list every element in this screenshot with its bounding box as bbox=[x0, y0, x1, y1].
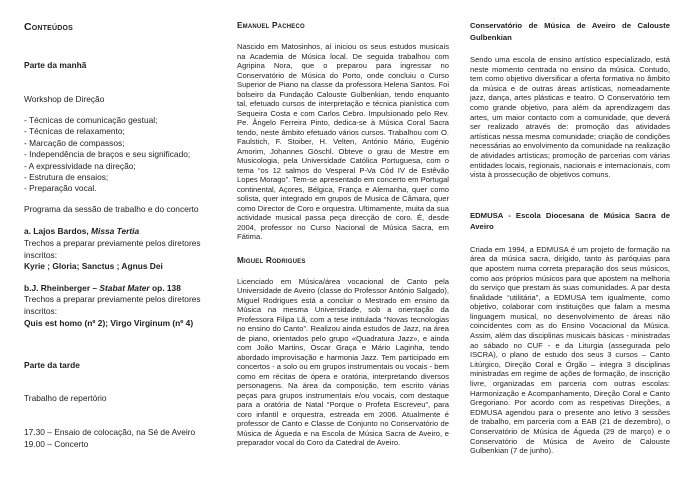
program-piece-b bbox=[24, 283, 216, 329]
afternoon-part-heading: Parte da tarde bbox=[24, 360, 80, 371]
bio-text-miguel-rodrigues: Licenciado em Música/área vocacional de Canto pela Universidade de Aveiro (classe do Professor António Salgado), Miguel Rodrigues está a concluir o Mestrado em ensino da Música na mesma Universidade, sob a orientação da Professora Filipa Lã, com a tese intitulada “Novas tecnologias no ensino do Canto”. Realizou ainda estudos de Jazz, na área de piano, orientados pelo grupo «Quadratura Jazz», e ainda com João Martins, Óscar Graça e Mário Laginha, tendo abordado improvisação e harmonia Jazz. Tem participado em concertos - a solo ou em grupos instrumentais ou vocais - bem como em récitas de ópera e oratória, interpretando diversos personagens. Na área da composição, tem escrito várias peças para grupos instrumentais e/ou vocais, com destaque para a oratória de Natal “Porque o Profeta Escreveu”, para coro infantil e orquestra, estreada em 2006. Atualmente é professor de Canto e Classe de Conjunto no Conservatório de Música de Águeda e na Escola de Música Sacra de Aveiro, e preparador vocal do Coro da Catedral de Aveiro. bbox=[237, 276, 449, 447]
workshop-topic: - Técnicas de comunicação gestual; bbox=[24, 115, 158, 125]
contents-title: Conteúdos bbox=[24, 21, 74, 33]
piece-a-work: Missa Tertia bbox=[91, 226, 140, 237]
piece-a-composer: a. Lajos Bardos, bbox=[24, 226, 92, 237]
piece-b-movements: Quis est homo (nº 2); Virgo Virginum (nº 4) bbox=[24, 317, 194, 328]
biographies-column bbox=[237, 0, 449, 448]
piece-a-title bbox=[24, 226, 216, 238]
program-piece-a bbox=[24, 226, 216, 272]
program-heading: Programa da sessão de trabalho e do concerto bbox=[24, 203, 199, 214]
workshop-topic: - Estrutura de ensaios; bbox=[24, 172, 109, 183]
piece-b-work: Stabat Mater bbox=[99, 282, 150, 293]
workshop-topic: - Preparação vocal. bbox=[24, 183, 97, 194]
schedule-list bbox=[24, 426, 216, 450]
bio-name-miguel-rodrigues: Miguel Rodrigues bbox=[237, 255, 306, 265]
workshop-topic: - A expressividade na direção; bbox=[24, 160, 136, 171]
section-text-edmusa: Criada em 1994, a EDMUSA é um projeto de formação na área da música sacra, dirigido, tanto às paróquias para que apostem numa correta preparação dos seus músicos, como aos próprios músicos para que apostem na melhoria do serviço que prestam às suas comunidades. A par desta finalidade “utilitária”, a EDMUSA tem igualmente, como objetivo, colaborar com instituições que falam a mesma linguagem musical, no desenvolvimento de áreas não coincidentes com as do Ensino Vocacional da Música. Assim, além das disciplinas musicais básicas - ministradas ao sábado no CUF - e da Liturgia (assegurada pelo ISCRA), o plano de estudo dos seus 3 cursos – Canto Litúrgico, Direção Coral e Órgão – integra 3 disciplinas ministradas em regime de ações de formação, de inscrição livre, organizadas em parceria com outras escolas: Harmonização e Acompanhamento, Direção Coral e Canto Gregoriano. Por acordo com as respetivas Direções, a EDMUSA agendou para o presente ano letivo 3 sessões de trabalho, em parceria com a EAB (21 de dezembro), o Conservatório de Música de Águeda (29 de março) e o Conservatório de Música de Aveiro de Calouste Gulbenkian (7 de junho). bbox=[470, 244, 670, 456]
afternoon-activity: Trabalho de repertório bbox=[24, 392, 107, 403]
workshop-topics-list bbox=[24, 115, 216, 195]
schedule-item: 19.00 – Concerto bbox=[24, 439, 89, 450]
workshop-topic: - Independência de braços e seu significado; bbox=[24, 149, 191, 160]
piece-b-composer: b.J. Rheinberger – bbox=[24, 282, 100, 293]
piece-b-note: Trechos a preparar previamente pelos diretores inscritos: bbox=[24, 294, 201, 316]
institutions-column bbox=[470, 0, 670, 456]
piece-a-movements: Kyrie ; Gloria; Sanctus ; Agnus Dei bbox=[24, 261, 163, 272]
piece-b-opus: op. 138 bbox=[149, 282, 181, 293]
bio-name-emanuel-pacheco: Emanuel Pacheco bbox=[237, 21, 305, 30]
workshop-topic: - Técnicas de relaxamento; bbox=[24, 126, 125, 137]
section-heading-conservatorio: Conservatório de Música de Aveiro de Calouste Gulbenkian bbox=[470, 21, 670, 42]
schedule-item: 17.30 – Ensaio de colocação, na Sé de Aveiro bbox=[24, 427, 196, 438]
workshop-heading: Workshop de Direção bbox=[24, 93, 105, 104]
contents-column bbox=[24, 0, 216, 450]
section-text-conservatorio: Sendo uma escola de ensino artístico especializado, está neste momento centrada no ensino da música. Contudo, tem como objetivo diversificar a oferta formativa no âmbito da música e de outras áreas artísticas, nomeadamente jazz, dança, artes plásticas e teatro. O Conservatório tem como grande objetivo, para além da aprendizagem das artes, um maior contacto com a comunidade, que deverá ser realizado através de: promoção das atividades artísticas nessa mesma comunidade; criação de condições necessárias ao envolvimento da comunidade na realização de atividades artísticas; promoção de parcerias com várias entidades locais, regionais, nacionais e internacionais, com vista à prossecução de objetivos comuns. bbox=[470, 55, 670, 180]
section-heading-edmusa: EDMUSA - Escola Diocesana de Música Sacra de Aveiro bbox=[470, 210, 670, 232]
morning-part-heading: Parte da manhã bbox=[24, 60, 87, 70]
workshop-topic: - Marcação de compassos; bbox=[24, 137, 125, 148]
piece-b-title bbox=[24, 283, 216, 295]
piece-a-note: Trechos a preparar previamente pelos diretores inscritos: bbox=[24, 237, 201, 260]
bio-text-emanuel-pacheco: Nascido em Matosinhos, aí iniciou os seus estudos musicais na Academia de Música local. De seguida trabalhou com Agripina Nora, que o preparou para ingressar no Conservatório de Música do Porto, onde concluiu o Curso Superior de Piano na classe da professora Helena Santos. Foi bolseiro da Fundação Calouste Gulbenkian, tendo enquanto tal, efetuado cursos de interpretação e técnica pianística com Sequeira Costa e com Carlos Cebro. Impulsionado pelo Rev. Pe. Ângelo Ferreira Pinto, dedica-se à Música Coral Sacra tendo, neste âmbito efetuado vários cursos. Trabalhou com O. Faulstich, F. Stoiber, H. Velten, António Mário, Eugénio Amorim, Johannes Göschl. Obteve o grau de Mestre em Musicologia, pela Universidade Católica Portuguesa, com o tema “os 12 salmos do Vesperal P-Va Cód IV de Estêvão Lopes Morago”. Tem-se apresentado em concerto em Portugal continental, Açores, Bélgica, França e Alemanha, quer como solista, quer integrado em grupos de Musica de Câmara, quer como Director de Coro e orquestra. Ultimamente, muita da sua actividade musical passa peça direcção de coro. É, desde 2004, professor no Curso Nacional de Música Sacra, em Fátima. bbox=[237, 42, 449, 241]
